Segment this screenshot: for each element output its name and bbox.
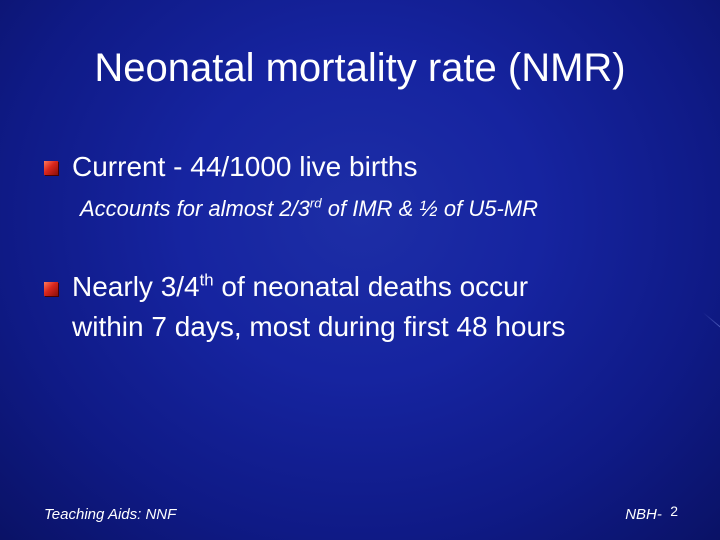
bullet-1-text: Current - 44/1000 live births bbox=[72, 151, 418, 182]
bullet-2-superscript: th bbox=[199, 270, 214, 290]
square-bullet-icon bbox=[44, 282, 58, 296]
footer-page-label bbox=[625, 503, 678, 523]
subtext-part-2: of IMR & ½ of U5-MR bbox=[321, 196, 539, 221]
decorative-streak bbox=[703, 312, 720, 338]
bullet-1-subtext bbox=[80, 196, 538, 222]
footer-credit: Teaching Aids: NNF bbox=[44, 506, 177, 523]
bullet-2-part-1: Nearly 3/4 bbox=[72, 271, 200, 302]
subtext-part-1: Accounts for almost 2/3 bbox=[80, 196, 310, 221]
square-bullet-icon bbox=[44, 161, 58, 175]
bullet-2-line-1 bbox=[72, 270, 528, 304]
subtext-superscript: rd bbox=[309, 195, 322, 211]
page-number: 2 bbox=[670, 503, 678, 519]
footer-label: NBH- bbox=[625, 506, 662, 523]
bullet-2-line-2: within 7 days, most during first 48 hours bbox=[72, 311, 566, 342]
slide-title: Neonatal mortality rate (NMR) bbox=[94, 46, 626, 90]
bullet-2-part-2: of neonatal deaths occur bbox=[213, 271, 529, 302]
